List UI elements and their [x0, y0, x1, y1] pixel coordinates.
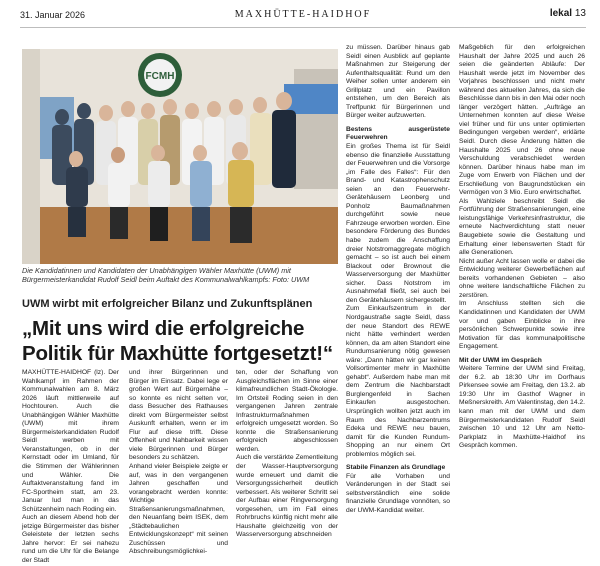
- page-number: 13: [574, 8, 586, 19]
- paragraph: Für alle Vorhaben und Veränderungen in der Stadt sei selbstverständlich eine solide finanzielle Grundlage vonnöten, so der UWM-Kandidat weiter.: [346, 472, 450, 514]
- article-headline: „Mit uns wird die erfolgreiche Politik für Maxhütte fortgesetzt!“: [22, 317, 333, 365]
- paragraph: Ein großes Thema ist für Seidl ebenso die finanzielle Ausstattung der Feuerwehren und die Vorsorge „im Falle des Falles“: Für den Brand- und Katastrophenschutz seien an den Feuerwehr-Gerätehäusern Leonberg und Ponholz Baumaßnahmen durchgeführt sowie neue Fahrzeuge erworben worden. Eine besondere Förderung des Bundes habe zudem die Anschaffung dreier Notstromaggregate möglich gemacht – so ist auch bei einem Blackout oder Brownout die Wasserversorgung der Maxhütter sicher. Dass Notstrom im Ausnahmefall fließt, sei auch bei den Gerätehäusern sichergestellt.: [346, 143, 450, 304]
- paragraph: Zum Einkaufszentrum in der Nordgaustraße sagte Seidl, dass der neue Standort des REWE nicht hätte verhindert werden können, da am alten Standort eine Rundumsanierung nötig gewesen wäre: „Dann hätten wir gar keinen Vollsortimenter mehr in Maxhütte gehabt“. Außerdem habe man mit dem Zentrum die Nachbarstadt Burglengenfeld in Sachen Einkaufen ausgestochen. Ursprünglich wollten jetzt auch im Raum des Nachbarzentrums Edeka und REWE neu bauen, damit für die Kunden Rundum-Shopping an nur einem Ort problemlos möglich sei.: [346, 305, 450, 458]
- fcmh-banner: [138, 53, 182, 97]
- group-photo: [22, 49, 338, 264]
- photo-banner-right: [284, 84, 338, 114]
- group-photo-illustration: [22, 49, 338, 264]
- subheading-finances: Stabile Finanzen als Grundlage: [346, 464, 446, 472]
- paragraph: Anhand vieler Beispiele zeigte er auf, was in den vergangenen Jahren geschaffen und vorangebracht werden konnte: Wichtige Straßensanierungsmaßnahmen, den Neuanfang beim ISEK, dem „Städtebaulichen Entwicklungskonzept“ mit seinen Zuschüssen und Abschreibungsmöglichkei-: [129, 463, 228, 556]
- page-header: [20, 6, 586, 28]
- paragraph: Im Anschluss stellten sich die Kandidatinnen und Kandidaten der UWM vor und gaben Einblicke in ihre persönlichen Schwerpunkte sowie ihre Motivation für das kommunalpolitische Engagement.: [459, 300, 585, 351]
- section-title: MAXHÜTTE-HAIDHOF: [234, 9, 372, 20]
- issue-date: 31. Januar 2026: [20, 10, 86, 20]
- paragraph: Nicht außer Acht lassen wolle er dabei die Entwicklung weiterer Gewerbeflächen auf bereits vorhandenen Gebieten – also ohne weitere landschaftliche Flächen zu zerstören.: [459, 257, 585, 299]
- article-column-4: [346, 44, 450, 545]
- banner-text: FCMH: [145, 71, 175, 82]
- subheading-fire-brigades: Bestens ausgerüstete Feuerwehren: [346, 125, 450, 142]
- paragraph: MAXHÜTTE-HAIDHOF (lz). Der Wahlkampf im Rahmen der Kommunalwahlen am 8. März 2026 läuft mittlerweile auf Hochtouren. Auch die Unabhängigen Wähler Maxhütte (UWM) mit ihrem Bürgermeisterkandidaten Rudolf Seidl werben mit Veranstaltungen, ob in der Kernstadt oder im Umland, für die Stimmen der Wählerinnen und Wähler. Die Auftaktveranstaltung fand im FC-Sportheim statt, am 23. Januar lud man in das Schützenheim nach Roding ein.: [22, 369, 119, 513]
- article-column-1: [22, 369, 119, 565]
- article-column-2: [129, 369, 228, 556]
- paragraph: Auch die verstärkte Zementleitung der Wasser-Hauptversorgung wurde erneuert und damit die Versorgungssicherheit deutlich verbessert. Als weiterer Schritt sei der Aufbau einer Ringversorgung vorgesehen, um im Fall eines Rohrbruchs künftig nicht mehr alle Haushalte gleichzeitig von der Wasserversorgung abschneiden: [236, 454, 338, 539]
- article-column-3: [236, 369, 338, 545]
- brand-page: [550, 8, 586, 19]
- paragraph: Als Wahlziele beschreibt Seidl die Fortführung der Straßensanierungen, eine leistungsfähige Verkehrsinfrastruktur, die erneute Nachverdichtung statt neuer Baugebiete sowie die Gestaltung und Erhaltung einer lebenswerten Stadt für alle Generationen.: [459, 197, 585, 257]
- paragraph: Weitere Termine der UWM sind Freitag, der 6.2. ab 18:30 Uhr im Dorfhaus Pirkensee sowie am Freitag, den 13.2. ab 19:30 Uhr im Gasthof Wagner in Meßnerskreith. Am Valentinstag, den 14.2. kann man mit der UWM und dem Bürgermeisterkandidaten Rudolf Seidl zwischen 10 und 12 Uhr am Netto-Parkplatz in Maxhütte-Haidhof ins Gespräch kommen.: [459, 365, 585, 450]
- paragraph: ten, oder der Schaffung von Ausgleichsflächen im Sinne einer klimafreundlichen Stadt-Ökologie. Im Ortsteil Roding seien in den vergangenen Jahren zentrale Infrastrukturmaßnahmen erfolgreich umgesetzt worden. So konnte die Straßensanierung erfolgreich abgeschlossen werden.: [236, 369, 338, 453]
- paragraph: und ihrer Bürgerinnen und Bürger im Einsatz. Dabei lege er großen Wert auf Bürgernähe – so konnte es nicht selten vor, dass Besucher des Rathauses direkt vom Bürgermeister selbst Auskunft erhalten, wenn er im Flur auf diese trifft. Diese Offenheit und Nahbarkeit wissen viele Bürgerinnen und Bürger besonders zu schätzen.: [129, 369, 228, 462]
- brand-name: lekal: [549, 8, 573, 19]
- article-column-5: [459, 44, 585, 545]
- photo-caption: Die Kandidatinnen und Kandidaten der Unabhängigen Wähler Maxhütte (UWM) mit Bürgermeisterkandidat Rudolf Seidl beim Auftakt des Kommunalwahlkampfs: Foto: UWM: [22, 266, 310, 285]
- article-kicker: UWM wirbt mit erfolgreicher Bilanz und Zukunftsplänen: [22, 298, 313, 310]
- paragraph: Auch an diesem Abend hob der jetzige Bürgermeister das bisher Geleistete der letzten sechs Jahre hervor: Er sei nahezu rund um die Uhr für die Belange der Stadt: [22, 514, 119, 565]
- photo-left-wall: [22, 49, 40, 264]
- subheading-conversation: Mit der UWM im Gespräch: [459, 356, 542, 364]
- paragraph: zu müssen. Darüber hinaus gab Seidl einen Ausblick auf geplante Maßnahmen zur Steigerung der Aufenthaltsqualität: Rund um den Weiher sollen unter anderem ein Grillplatz und ein Pavillon entstehen, um den Bereich als Treffpunkt für Bürgerinnen und Bürger weiter aufzuwerten.: [346, 44, 450, 120]
- paragraph: Maßgeblich für den erfolgreichen Haushalt der Jahre 2025 und auch 26 seien die geänderten Abläufe: Der Haushalt werde jetzt im November des Vorjahres beschlossen und nicht mehr während des aktuellen Jahres, da sich die Beschlüsse dann bis in den Mai oder noch länger verzögert hätten. „Aufträge an Unternehmen konnten auf diese Weise viel früher und für uns unter optimierten Bedingungen vergeben werden“, erklärte Seidl. Durch diese Änderung hätten die Haushalte 2025 und 26 ohne neue Verschuldung verabschiedet werden können. Darüber hinaus habe man im Zuge vom Erwerb von Flächen und der Erschließung von Baugrundstücken ein Vermögen von 3 Mio. Euro erwirtschaftet.: [459, 44, 585, 197]
